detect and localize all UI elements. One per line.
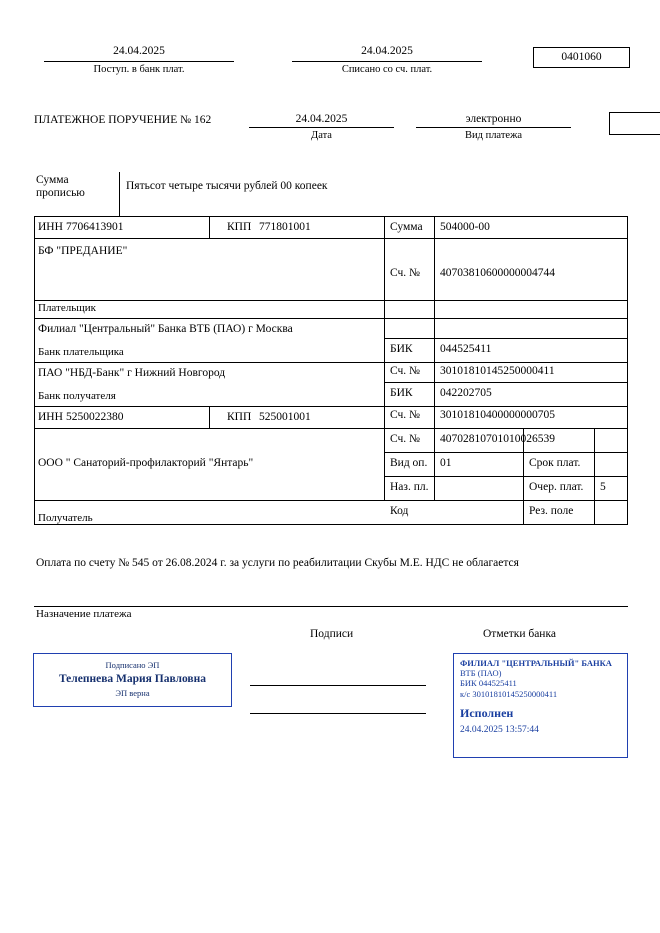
payment-kind-value: электронно: [416, 112, 571, 128]
uin-code-label: Код: [390, 505, 409, 517]
payee-bank-account-label: Сч. №: [390, 409, 421, 421]
debited-date-field: [292, 44, 482, 75]
bank-stamp-line2: ВТБ (ПАО): [460, 668, 502, 678]
payer-bank-account-label: Сч. №: [390, 365, 421, 377]
payment-order-value: 5: [600, 481, 606, 493]
bank-stamp-corr-account: к/с 30101810145250000411: [460, 689, 558, 699]
payer-inn-label: ИНН: [38, 221, 63, 233]
bank-marks-caption: Отметки банка: [483, 628, 556, 640]
bank-stamp-bik: БИК 044525411: [460, 678, 517, 688]
sum-in-words-value: Пятьсот четыре тысячи рублей 00 копеек: [126, 180, 328, 192]
payer-bank-bik-label: БИК: [390, 343, 413, 355]
sum-label-line1: Сумма: [36, 174, 69, 186]
grid-line: [34, 300, 628, 301]
sum-in-words-label: [36, 174, 116, 200]
received-date-value: 24.04.2025: [44, 44, 234, 62]
grid-line: [34, 318, 628, 319]
payment-kind-field: [416, 112, 571, 141]
form-code-box: 0401060: [533, 47, 630, 68]
sum-value: 504000-00: [440, 221, 490, 233]
payee-bank-account-value: 30101810400000000705: [440, 409, 555, 421]
signatures-caption: Подписи: [310, 628, 354, 640]
reserve-field-label: Рез. поле: [529, 505, 574, 517]
payment-purpose-underline: [34, 606, 628, 607]
grid-line: [384, 476, 628, 477]
payer-bank-caption: Банк плательщика: [38, 346, 124, 358]
grid-line: [34, 362, 628, 363]
payer-kpp-label: КПП: [227, 221, 252, 233]
op-kind-value: 01: [440, 457, 452, 469]
payee-kpp-label: КПП: [227, 411, 252, 423]
payment-kind-caption: Вид платежа: [464, 130, 522, 141]
payer-inn-value: 7706413901: [66, 221, 124, 233]
op-kind-label: Вид оп.: [390, 457, 428, 469]
bank-stamp-timestamp: 24.04.2025 13:57:44: [460, 725, 539, 735]
sum-label: Сумма: [390, 221, 423, 233]
electronic-signature-stamp: [33, 653, 232, 707]
grid-line: [34, 238, 628, 239]
document-date-caption: Дата: [311, 130, 332, 141]
document-title-row: [34, 112, 628, 146]
payer-account-value: 40703810600000004744: [440, 267, 555, 279]
payee-bank-name: ПАО "НБД-Банк" г Нижний Новгород: [38, 367, 226, 379]
payee-kpp-value: 525001001: [259, 411, 311, 423]
payee-caption: Получатель: [38, 512, 93, 524]
payment-term-label: Срок плат.: [529, 457, 581, 469]
payee-bank-bik-label: БИК: [390, 387, 413, 399]
grid-line: [34, 406, 628, 407]
payment-kind-box: [609, 112, 660, 135]
grid-line: [594, 428, 595, 500]
requisites-grid: [34, 216, 628, 540]
payee-inn-label: ИНН: [38, 411, 63, 423]
grid-line: [209, 406, 210, 428]
esign-line3: ЭП верна: [115, 688, 150, 698]
payee-account-label: Сч. №: [390, 433, 421, 445]
grid-line: [627, 500, 628, 524]
payer-account-label: Сч. №: [390, 267, 421, 279]
grid-line: [209, 216, 210, 238]
grid-line: [34, 428, 628, 429]
payment-purpose-text: Оплата по счету № 545 от 26.08.2024 г. за услуги по реабилитации Скубы М.Е. НДС не облагается: [36, 557, 519, 569]
sum-label-line2: прописью: [36, 187, 85, 199]
payee-name: ООО " Санаторий-профилакторий "Янтарь": [38, 457, 254, 469]
payer-bank-bik-value: 044525411: [440, 343, 492, 355]
grid-line: [34, 500, 628, 501]
payee-bank-bik-value: 042202705: [440, 387, 492, 399]
payer-kpp-value: 771801001: [259, 221, 311, 233]
grid-line: [627, 216, 628, 500]
sum-in-words-block: [34, 172, 628, 217]
grid-line: [434, 216, 435, 500]
esign-line1: Подписано ЭП: [105, 660, 160, 670]
bank-stamp-line1: ФИЛИАЛ "ЦЕНТРАЛЬНЫЙ" БАНКА: [460, 658, 612, 668]
payer-name: БФ "ПРЕДАНИЕ": [38, 245, 128, 257]
grid-line: [384, 216, 385, 500]
signature-line-1: [250, 685, 426, 686]
grid-line: [384, 524, 628, 525]
grid-line: [34, 216, 35, 500]
received-date-caption: Поступ. в банк плат.: [93, 64, 185, 75]
grid-line: [384, 338, 628, 339]
payment-purpose-caption: Назначение платежа: [36, 608, 132, 620]
grid-line: [384, 452, 628, 453]
grid-line: [523, 500, 524, 524]
payer-bank-name: Филиал "Центральный" Банка ВТБ (ПАО) г Москва: [38, 323, 293, 335]
received-date-field: [44, 44, 234, 75]
grid-line: [594, 500, 595, 524]
payment-order-label: Очер. плат.: [529, 481, 584, 493]
payee-inn-value: 5250022380: [66, 411, 124, 423]
payment-purpose-code-label: Наз. пл.: [390, 481, 429, 493]
signature-line-2: [250, 713, 426, 714]
esign-signer-name: Телепнева Мария Павловна: [58, 673, 207, 685]
payer-bank-account-value: 30101810145250000411: [440, 365, 555, 377]
debited-date-caption: Списано со сч. плат.: [341, 64, 433, 75]
bank-execution-stamp: [453, 653, 628, 758]
debited-date-value: 24.04.2025: [292, 44, 482, 62]
payer-caption: Плательщик: [38, 302, 96, 314]
document-date-field: [249, 112, 394, 141]
bank-stamp-status: Исполнен: [460, 706, 514, 720]
grid-line: [34, 500, 35, 524]
payee-account-value: 40702810701010026539: [440, 433, 555, 445]
page-title: ПЛАТЕЖНОЕ ПОРУЧЕНИЕ № 162: [34, 114, 212, 126]
grid-line: [34, 524, 384, 525]
payee-bank-caption: Банк получателя: [38, 390, 116, 402]
grid-line: [384, 382, 628, 383]
sum-vertical-divider: [119, 172, 120, 216]
document-date-value: 24.04.2025: [249, 112, 394, 128]
